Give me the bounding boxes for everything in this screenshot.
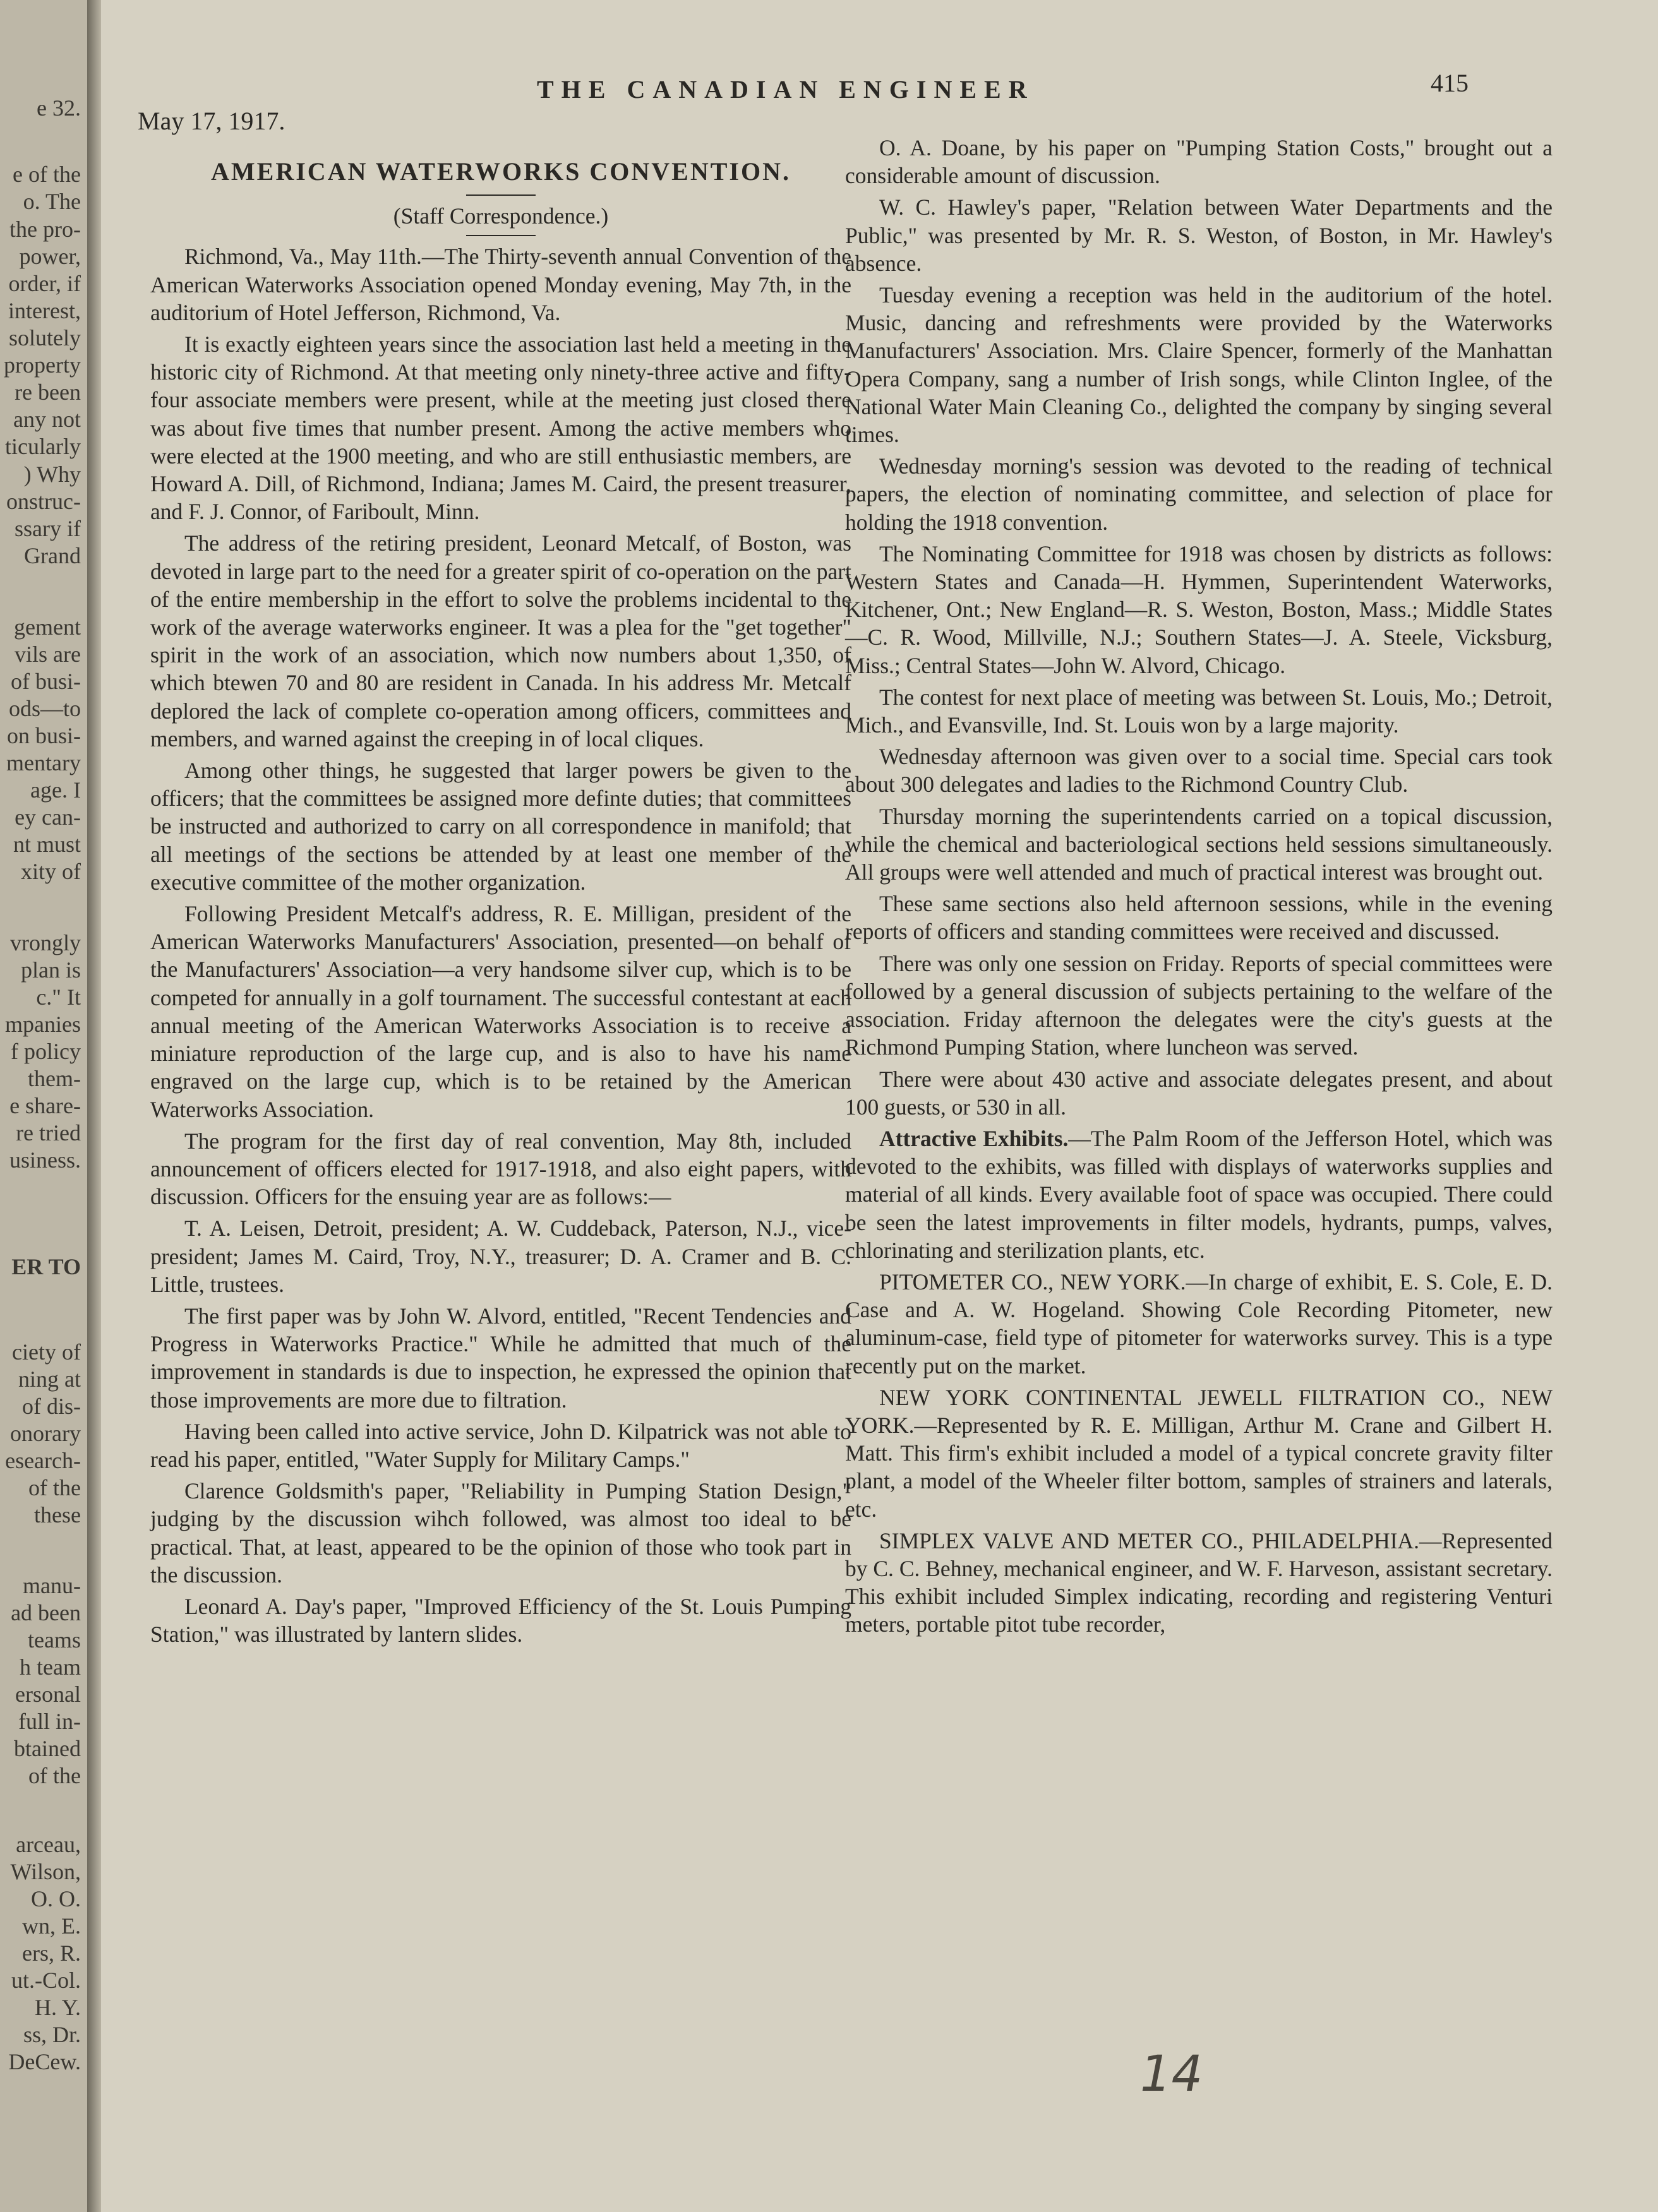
margin-fragment: e 32. [37,95,81,121]
margin-fragment: plan is [21,957,81,983]
margin-fragment: ad been [11,1600,81,1625]
page-number: 415 [1431,69,1469,97]
article-title: AMERICAN WATERWORKS CONVENTION. [211,157,791,186]
body-paragraph: The address of the retiring president, Leonard Metcalf, of Boston, was devoted in large part to the need for a greater spirit of co-operation on the part of the entire membership in the effort to solve the problems incidental to the work of the average waterworks engineer. It was a plea for the "get together" spirit in the work of an association, which now numbers about 1,350, of which btewen 70 and 80 are resident in Canada. In his address Mr. Metcalf deplored the lack of complete co-operation among officers, committees and members, and warned against the creeping in of local cliques. [150,530,851,751]
body-paragraph: Tuesday evening a reception was held in the auditorium of the hotel. Music, dancing and refreshments were provided by the Waterworks Manufacturers' Association. Mrs. Claire Spencer, formerly of the Manhattan Opera Company, sang a number of Irish songs, while Clinton Inglee, of the National Water Main Cleaning Co., delighted the company by singing several times. [845,282,1553,448]
margin-fragment: teams [28,1627,81,1653]
margin-fragment: f policy [11,1039,81,1064]
margin-fragment: ods—to [8,696,81,721]
body-paragraph: Thursday morning the superintendents carried on a topical discussion, while the chemical and bacteriological sections held sessions simultaneously. All groups were well attended and much of practical interest was brought out. [845,803,1553,885]
body-paragraph: Wednesday afternoon was given over to a social time. Special cars took about 300 delegates and ladies to the Richmond Country Club. [845,744,1553,798]
margin-fragment: age. I [30,777,81,803]
margin-fragment: gement [14,614,81,640]
margin-fragment: of dis- [22,1394,81,1419]
margin-fragment: order, if [8,271,81,296]
body-paragraph: Among other things, he suggested that larger powers be given to the officers; that the committees be assigned more definte duties; that committees be instructed and authorized to carry on all correspondence in manifold; that all meetings of the sections be attended by at least one member of the executive committee of the mother organization. [150,758,851,895]
margin-fragment: usiness. [9,1147,81,1173]
body-paragraph: The program for the first day of real convention, May 8th, included announcement of officers elected for 1917-1918, and also eight papers, with discussion. Officers for the ensuing year are as follows:— [150,1128,851,1210]
margin-fragment: ey can- [15,804,81,830]
exhibits-intro: —The Palm Room of the Jefferson Hotel, which was devoted to the exhibits, was filled with displays of waterworks supplies and material of all kinds. Every available foot of space was occupied. There could be seen the latest improvements in filter models, hydrants, pumps, valves, chlorinating and sterilization plants, etc. [845,1125,1553,1263]
body-paragraph: These same sections also held afternoon sessions, while in the evening reports of officers and standing committees were received and discussed. [845,891,1553,945]
body-paragraph: Clarence Goldsmith's paper, "Reliability in Pumping Station Design," judging by the discussion wihch followed, was almost too ideal to be practical. That, at least, appeared to be the opinion of those who took part in the discussion. [150,1478,851,1587]
margin-fragment: Wilson, [10,1859,81,1884]
margin-fragment: manu- [23,1573,81,1598]
margin-fragment: these [34,1502,81,1527]
body-paragraph: It is exactly eighteen years since the association last held a meeting in the historic city of Richmond. At that meeting only ninety-three active and fifty-four associate members were present, while at the meeting just closed there was about five times that number present. Among the active members who were elected at the 1900 meeting, and who are still enthusiastic members, are Howard A. Dill, of Richmond, Indiana; James M. Caird, the present treasurer, and F. J. Connor, of Fariboult, Minn. [150,332,851,525]
body-paragraph: The first paper was by John W. Alvord, entitled, "Recent Tendencies and Progress in Waterworks Practice." While he admitted that much of the improvement in standards is due to inspection, he expressed the opinion that those improvements are more due to filtration. [150,1303,851,1413]
body-paragraph: W. C. Hawley's paper, "Relation between Water Departments and the Public," was presented by Mr. R. S. Weston, of Boston, in Mr. Hawley's absence. [845,194,1553,276]
body-paragraph: T. A. Leisen, Detroit, president; A. W. Cuddeback, Paterson, N.J., vice-president; James M. Caird, Troy, N.Y., treasurer; D. A. Cramer and B. C. Little, trustees. [150,1216,851,1297]
body-paragraph: Following President Metcalf's address, R. E. Milligan, president of the American Waterworks Manufacturers' Association, presented—on behalf of the Manufacturers' Association—a very handsome silver cup, which is to be competed for annually in a golf tournament. The successful contestant at each annual meeting of the American Waterworks Association is to receive a miniature reproduction of the large cup, and is also to have his name engraved on the large cup, which is to be retained by the American Waterworks Association. [150,901,851,1122]
margin-fragment: property [4,352,81,378]
margin-fragment: vrongly [10,930,81,955]
margin-fragment: vils are [15,642,81,667]
margin-fragment: ning at [18,1366,81,1392]
margin-fragment: them- [28,1066,81,1091]
margin-fragment: c." It [36,984,81,1010]
byline-rule [466,235,536,236]
margin-fragment: on busi- [7,723,81,748]
exhibits-heading: Attractive Exhibits. [879,1125,1069,1151]
margin-fragment: the pro- [9,217,81,242]
margin-fragment: ers, R. [22,1940,81,1966]
margin-fragment: of busi- [11,669,81,694]
body-paragraph: There was only one session on Friday. Reports of special committees were followed by a general discussion of subjects pertaining to the welfare of the association. Friday afternoon the delegates were the city's guests at the Richmond Pumping Station, where luncheon was served. [845,950,1553,1060]
margin-fragment: e of the [13,162,81,187]
margin-fragment: e share- [9,1093,81,1118]
body-paragraph: Richmond, Va., May 11th.—The Thirty-seventh annual Convention of the American Waterworks Association opened Monday evening, May 7th, in the auditorium of Hotel Jefferson, Richmond, Va. [150,244,851,325]
column-right-body [845,134,1553,1121]
handwritten-mark: 14 [1140,2046,1203,2103]
body-paragraph: There were about 430 active and associate delegates present, and about 100 guests, or 530 in all. [845,1066,1553,1120]
article-byline: (Staff Correspondence.) [393,203,609,229]
exhibit-entry: PITOMETER CO., NEW YORK.—In charge of exhibit, E. S. Cole, E. D. Case and A. W. Hogeland. Showing Cole Recording Pitometer, new aluminum-case, field type of pitometer for waterworks survey. This is a type recently put on the market. [845,1269,1553,1378]
title-rule [466,194,536,196]
margin-fragment: ) Why [23,462,81,487]
issue-date: May 17, 1917. [138,107,285,135]
margin-fragment: DeCew. [8,2049,81,2074]
margin-fragment: nt must [13,832,81,857]
body-paragraph: O. A. Doane, by his paper on "Pumping Station Costs," brought out a considerable amount of discussion. [845,135,1553,189]
margin-fragment: ut.-Col. [11,1968,81,1993]
margin-fragment: o. The [23,189,81,214]
margin-fragment: ss, Dr. [23,2022,81,2047]
margin-fragment: xity of [21,859,81,884]
margin-fragment: power, [19,244,81,269]
margin-fragment: ER TO [11,1254,81,1279]
body-paragraph: Leonard A. Day's paper, "Improved Efficiency of the St. Louis Pumping Station," was illustrated by lantern slides. [150,1593,851,1647]
margin-fragment: Grand [24,543,81,568]
margin-fragment: full in- [18,1709,81,1734]
margin-fragment: esearch- [5,1448,81,1473]
margin-fragment: any not [13,407,81,432]
body-paragraph: Having been called into active service, John D. Kilpatrick was not able to read his paper, entitled, "Water Supply for Military Camps." [150,1418,851,1472]
margin-fragment: re been [15,380,81,405]
margin-fragment: wn, E. [22,1913,81,1939]
margin-fragment: O. O. [31,1886,81,1911]
exhibit-list [845,1268,1553,1639]
margin-fragment: of the [28,1475,81,1500]
body-paragraph: Wednesday morning's session was devoted to the reading of technical papers, the election of nominating committee, and selection of place for holding the 1918 convention. [845,453,1553,535]
margin-fragment: interest, [8,298,81,323]
journal-page [101,0,1658,2212]
journal-title: THE CANADIAN ENGINEER [537,75,1035,104]
margin-fragment: ticularly [5,434,81,459]
column-right [845,134,1553,1642]
column-left-body [150,242,851,1648]
margin-fragment: solutely [9,325,81,350]
margin-fragment: onorary [10,1421,81,1446]
margin-fragment: arceau, [16,1832,81,1857]
margin-fragment: ersonal [15,1682,81,1707]
body-paragraph: The Nominating Committee for 1918 was chosen by districts as follows: Western States and Canada—H. Hymmen, Superintendent Waterworks, Kitchener, Ont.; New England—R. S. Weston, Boston, Mass.; Middle States—C. R. Wood, Millville, N.J.; Southern States—J. A. Steele, Vicksburg, Miss.; Central States—John W. Alvord, Chicago. [845,541,1553,678]
margin-fragment: btained [14,1736,81,1761]
margin-fragment: ssary if [15,516,81,541]
body-paragraph: The contest for next place of meeting was between St. Louis, Mo.; Detroit, Mich., and Evansville, Ind. St. Louis won by a large majority. [845,684,1553,738]
margin-fragment: mentary [6,750,81,775]
margin-fragment: re tried [16,1120,81,1145]
page-gutter [87,0,101,2212]
margin-fragment: ciety of [12,1339,81,1365]
column-left [150,158,851,1652]
exhibits-paragraph [845,1125,1553,1264]
margin-fragment: onstruc- [6,489,81,514]
margin-fragment: mpanies [5,1012,81,1037]
margin-fragment: H. Y. [34,1995,81,2020]
exhibit-entry: NEW YORK CONTINENTAL JEWELL FILTRATION CO., NEW YORK.—Represented by R. E. Milligan, Arthur M. Crane and Gilbert H. Matt. This firm's exhibit included a model of a typical concrete gravity filter plant, a model of the Wheeler filter bottom, samples of strainers and laterals, etc. [845,1384,1553,1522]
previous-page-edge [0,0,91,2212]
exhibit-entry: SIMPLEX VALVE AND METER CO., PHILADELPHIA.—Represented by C. C. Behney, mechanical engineer, and W. F. Harveson, assistant secretary. This exhibit included Simplex indicating, recording and registering Venturi meters, portable pitot tube recorder, [845,1527,1553,1637]
margin-fragment: h team [20,1654,81,1680]
margin-fragment: of the [28,1763,81,1788]
